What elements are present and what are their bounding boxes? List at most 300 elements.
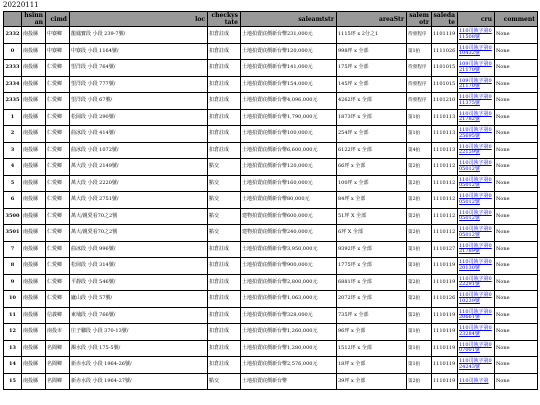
cell-saleamtstr: 土地拍賣底價新台幣80,000元 bbox=[241, 192, 337, 209]
cell-saledate: 1110119 bbox=[432, 324, 458, 341]
col-header-loc: loc bbox=[70, 12, 208, 27]
cell-saledate: 1110126 bbox=[432, 291, 458, 308]
table-row bbox=[4, 43, 538, 60]
cell-saleamtstr: 土地拍賣底價新台幣 bbox=[241, 373, 337, 390]
table-row bbox=[4, 76, 538, 93]
cell-checkystate: 扣倉註成 bbox=[208, 93, 241, 110]
cell-areastr: 1775坪 x 全部 bbox=[337, 258, 407, 275]
cell-hsinnan: 南投縣 bbox=[22, 274, 46, 291]
cell-cru bbox=[458, 373, 495, 390]
cell-cimd: 仁愛鄉 bbox=[46, 192, 70, 209]
table-row bbox=[4, 126, 538, 143]
cell-areastr: 6881坪 x 全部 bbox=[337, 274, 407, 291]
cell-cru bbox=[458, 60, 495, 77]
case-link[interactable]: 110司執字第007001號 bbox=[459, 341, 492, 354]
cell-loc: 龍鳳寶段 小段 239-7號/ bbox=[70, 27, 208, 44]
cell-cimd: 仁愛鄉 bbox=[46, 258, 70, 275]
cell-index: 10 bbox=[4, 291, 22, 308]
cell-saleamtstr: 土地拍賣底價新台幣6,600,000元 bbox=[241, 142, 337, 159]
table-row bbox=[4, 307, 538, 324]
col-header-saleamtstr: saleamtstr bbox=[241, 12, 337, 27]
case-link[interactable]: 110司執字第010432號 bbox=[459, 44, 492, 57]
cell-loc: 廬山段 小段 57號/ bbox=[70, 291, 208, 308]
cell-index: 13 bbox=[4, 340, 22, 357]
cell-saleamtstr: 土地拍賣底價新台幣1,260,000元 bbox=[241, 324, 337, 341]
cell-saleamtstr: 土地拍賣底價新台幣1,063,000元 bbox=[241, 291, 337, 308]
cell-comment: None bbox=[495, 307, 538, 324]
cell-areastr: 1115坪 x 2分之1 bbox=[337, 27, 407, 44]
table-row bbox=[4, 208, 538, 225]
cell-areastr: 2072坪 x 全部 bbox=[337, 291, 407, 308]
cell-saledate: 1110112 bbox=[432, 159, 458, 176]
cell-saledate: 1110112 bbox=[432, 208, 458, 225]
cell-hsinnan: 南投縣 bbox=[22, 109, 46, 126]
table-row bbox=[4, 159, 538, 176]
cell-checkystate: 扣倉註成 bbox=[208, 241, 241, 258]
page-date: 20220111 bbox=[3, 1, 39, 9]
cell-cru bbox=[458, 340, 495, 357]
cell-saleamtstr: 土地拍賣底價新台幣120,000元 bbox=[241, 159, 337, 176]
cell-comment: None bbox=[495, 109, 538, 126]
cell-loc: 望洋段 小段 764號/ bbox=[70, 60, 208, 77]
table-row bbox=[4, 373, 538, 390]
cell-loc: 曲冰段 小段 1072號/ bbox=[70, 142, 208, 159]
cell-hsinnan: 南投縣 bbox=[22, 142, 46, 159]
cell-salemotr: 第2拍 bbox=[407, 274, 432, 291]
cell-comment: None bbox=[495, 43, 538, 60]
cell-loc: 望洋段 小段 777號/ bbox=[70, 76, 208, 93]
case-link[interactable]: 110司執字第005012號 bbox=[459, 226, 492, 238]
cell-index: 2335 bbox=[4, 93, 22, 110]
cell-hsinnan: 南投縣 bbox=[22, 159, 46, 176]
case-link[interactable]: 110司執字第020130號 bbox=[459, 259, 492, 271]
cell-index: 12 bbox=[4, 324, 22, 341]
col-header-checkystate: checkystate bbox=[208, 12, 241, 27]
cell-areastr: 9392坪 x 全部 bbox=[337, 241, 407, 258]
case-link[interactable]: 110司執字第011508號 bbox=[459, 28, 492, 40]
cell-hsinnan: 南投縣 bbox=[22, 175, 46, 192]
cell-checkystate: 點交 bbox=[208, 159, 241, 176]
cell-cru bbox=[458, 43, 495, 60]
cell-cru bbox=[458, 109, 495, 126]
cell-saledate: 1111026 bbox=[432, 43, 458, 60]
cell-saleamtstr: 土地拍賣底價新台幣120,000元 bbox=[241, 43, 337, 60]
cell-salemotr: 第2拍 bbox=[407, 373, 432, 390]
table-row bbox=[4, 225, 538, 242]
cell-checkystate: 扣倉註成 bbox=[208, 324, 241, 341]
cell-areastr: 6122坪 x 全部 bbox=[337, 142, 407, 159]
cell-saleamtstr: 土地拍賣底價新台幣160,000元 bbox=[241, 175, 337, 192]
cell-hsinnan: 南投縣 bbox=[22, 324, 46, 341]
cell-saledate: 1101210 bbox=[432, 93, 458, 110]
cell-comment: None bbox=[495, 60, 538, 77]
case-link[interactable]: 110司執字第011375號 bbox=[459, 94, 492, 106]
cell-index: 0 bbox=[4, 43, 22, 60]
table-row bbox=[4, 324, 538, 341]
cell-saleamtstr: 土地拍賣底價新台幣2,800,000元 bbox=[241, 274, 337, 291]
cell-salemotr: 待發程序 bbox=[407, 76, 432, 93]
cell-salemotr: 待發程序 bbox=[407, 27, 432, 44]
cell-loc: 濁水段 小段 175-5號/ bbox=[70, 340, 208, 357]
cell-saledate: 1110119 bbox=[432, 274, 458, 291]
cell-saleamtstr: 土地拍賣底價新台幣154,000元 bbox=[241, 76, 337, 93]
cell-loc: 庄子腳段 小段 370-13號/ bbox=[70, 324, 208, 341]
cell-salemotr: 第2拍 bbox=[407, 307, 432, 324]
col-header-saledate: saledate bbox=[432, 12, 458, 27]
cell-salemotr: 第3拍 bbox=[407, 258, 432, 275]
cell-index: 9 bbox=[4, 274, 22, 291]
cell-comment: None bbox=[495, 192, 538, 209]
cell-salemotr: 第2拍 bbox=[407, 175, 432, 192]
cell-checkystate: 扣倉註成 bbox=[208, 274, 241, 291]
cell-checkystate: 扣倉註成 bbox=[208, 142, 241, 159]
cell-comment: None bbox=[495, 241, 538, 258]
cell-cru bbox=[458, 93, 495, 110]
cell-salemotr: 第2拍 bbox=[407, 192, 432, 209]
cell-index: 1 bbox=[4, 109, 22, 126]
cell-index: 5 bbox=[4, 175, 22, 192]
cell-comment: None bbox=[495, 126, 538, 143]
cell-loc: 萬大段 小段 2220號/ bbox=[70, 175, 208, 192]
cell-saledate: 1110119 bbox=[432, 258, 458, 275]
table-row bbox=[4, 175, 538, 192]
cell-saledate: 1110112 bbox=[432, 192, 458, 209]
cell-comment: None bbox=[495, 27, 538, 44]
cell-saleamtstr: 土地拍賣底價新台幣4,096,000元 bbox=[241, 93, 337, 110]
cell-index: 2332 bbox=[4, 27, 22, 44]
cell-loc: 萬大段 小段 2149號/ bbox=[70, 159, 208, 176]
cell-checkystate: 扣倉註成 bbox=[208, 258, 241, 275]
cell-cimd: 仁愛鄉 bbox=[46, 241, 70, 258]
cell-saledate: 1101015 bbox=[432, 76, 458, 93]
case-link[interactable]: 110司執字第 bbox=[459, 377, 489, 384]
cell-cimd: 中寮鄉 bbox=[46, 27, 70, 44]
cell-areastr: 175坪 x 全部 bbox=[337, 60, 407, 77]
col-header-areastr: areaStr bbox=[337, 12, 407, 27]
cell-areastr: 4262坪 x 全部 bbox=[337, 93, 407, 110]
cell-areastr: 18坪 x 全部 bbox=[337, 357, 407, 374]
cell-areastr: 51坪 X 全部 bbox=[337, 208, 407, 225]
cell-cimd: 南投市 bbox=[46, 324, 70, 341]
cell-index: 2333 bbox=[4, 60, 22, 77]
case-link[interactable]: 110司執字第020661號 bbox=[459, 308, 492, 321]
cell-cru bbox=[458, 142, 495, 159]
table-row bbox=[4, 357, 538, 374]
cell-salemotr: 第1拍 bbox=[407, 126, 432, 143]
case-link[interactable]: 110司執字第024243號 bbox=[459, 358, 492, 370]
cell-comment: None bbox=[495, 93, 538, 110]
col-header-cru: cru bbox=[458, 12, 495, 27]
cell-cimd: 仁愛鄉 bbox=[46, 93, 70, 110]
cell-areastr: 84坪 x 全部 bbox=[337, 192, 407, 209]
cell-cimd: 仁愛鄉 bbox=[46, 142, 70, 159]
cell-saledate: 1110113 bbox=[432, 126, 458, 143]
cell-index: 6 bbox=[4, 192, 22, 209]
table-row bbox=[4, 60, 538, 77]
cell-salemotr: 第4拍 bbox=[407, 142, 432, 159]
cell-saleamtstr: 建物拍賣底價新台幣600,000元 bbox=[241, 208, 337, 225]
cell-comment: None bbox=[495, 76, 538, 93]
case-link[interactable]: 110司執字第023284號 bbox=[459, 325, 492, 337]
table-row bbox=[4, 340, 538, 357]
table-header-row bbox=[4, 12, 538, 27]
cell-hsinnan: 南投縣 bbox=[22, 208, 46, 225]
cell-index: 2334 bbox=[4, 76, 22, 93]
cell-saleamtstr: 土地拍賣底價新台幣2,576,000元 bbox=[241, 357, 337, 374]
case-link[interactable]: 110司執字第022291號 bbox=[459, 275, 492, 288]
case-link[interactable]: 110司執字第022159號 bbox=[459, 143, 492, 156]
cell-hsinnan: 南投縣 bbox=[22, 192, 46, 209]
cell-salemotr: 第2拍 bbox=[407, 159, 432, 176]
case-link[interactable]: 110司執字第005012號 bbox=[459, 193, 492, 205]
cell-hsinnan: 南投縣 bbox=[22, 93, 46, 110]
cell-saleamtstr: 土地拍賣底價新台幣1,790,000元 bbox=[241, 109, 337, 126]
cell-salemotr: 第1拍 bbox=[407, 43, 432, 60]
cell-salemotr: 第2拍 bbox=[407, 208, 432, 225]
cell-comment: None bbox=[495, 340, 538, 357]
cell-hsinnan: 南投縣 bbox=[22, 126, 46, 143]
cell-comment: None bbox=[495, 225, 538, 242]
table-row bbox=[4, 192, 538, 209]
cell-saleamtstr: 土地拍賣底價新台幣328,000元 bbox=[241, 307, 337, 324]
cell-cimd: 仁愛鄉 bbox=[46, 109, 70, 126]
cell-hsinnan: 南投縣 bbox=[22, 258, 46, 275]
cell-saleamtstr: 土地拍賣底價新台幣231,000元 bbox=[241, 27, 337, 44]
cell-cimd: 仁愛鄉 bbox=[46, 208, 70, 225]
case-link[interactable]: 110司執字第010239號 bbox=[459, 292, 492, 304]
cell-hsinnan: 南投縣 bbox=[22, 225, 46, 242]
case-link[interactable]: 110司執字第005012號 bbox=[459, 209, 492, 222]
cell-index: 11 bbox=[4, 307, 22, 324]
cell-cru bbox=[458, 324, 495, 341]
cell-saledate: 1110119 bbox=[432, 340, 458, 357]
case-link[interactable]: 110司執字第005012號 bbox=[459, 160, 492, 172]
case-link[interactable]: 110司執字第021782號 bbox=[459, 110, 492, 123]
cell-salemotr: 待發程序 bbox=[407, 93, 432, 110]
cell-salemotr: 第1拍 bbox=[407, 340, 432, 357]
cell-cru bbox=[458, 126, 495, 143]
case-link[interactable]: 110司執字第005012號 bbox=[459, 176, 492, 189]
cell-loc: 中寮段 小段 1164號/ bbox=[70, 43, 208, 60]
cell-saleamtstr: 土地拍賣底價新台幣100,000元 bbox=[241, 126, 337, 143]
cell-checkystate: 扣倉註成 bbox=[208, 307, 241, 324]
cell-cimd: 中寮鄉 bbox=[46, 43, 70, 60]
col-header-index bbox=[4, 12, 22, 27]
cell-saledate: 1110127 bbox=[432, 241, 458, 258]
cell-checkystate: 扣倉註成 bbox=[208, 43, 241, 60]
cell-cimd: 信義鄉 bbox=[46, 307, 70, 324]
col-header-hsinnan: hsinnan bbox=[22, 12, 46, 27]
cell-areastr: 998坪 x 全部 bbox=[337, 43, 407, 60]
cell-cimd: 名間鄉 bbox=[46, 357, 70, 374]
cell-hsinnan: 南投縣 bbox=[22, 307, 46, 324]
cell-cru bbox=[458, 175, 495, 192]
cell-loc: 松岡段 小段 314號/ bbox=[70, 258, 208, 275]
cell-saleamtstr: 土地拍賣底價新台幣1,280,000元 bbox=[241, 340, 337, 357]
cell-checkystate: 點交 bbox=[208, 225, 241, 242]
cell-index: 7 bbox=[4, 241, 22, 258]
cell-comment: None bbox=[495, 357, 538, 374]
cell-hsinnan: 南投縣 bbox=[22, 373, 46, 390]
cell-cru bbox=[458, 208, 495, 225]
table-row bbox=[4, 142, 538, 159]
cell-cru bbox=[458, 76, 495, 93]
cell-salemotr: 第2拍 bbox=[407, 291, 432, 308]
cell-loc: 平靜段 小段 546號/ bbox=[70, 274, 208, 291]
cell-checkystate: 點交 bbox=[208, 208, 241, 225]
cell-areastr: 6坪 X 全部 bbox=[337, 225, 407, 242]
cell-areastr: 1873坪 x 全部 bbox=[337, 109, 407, 126]
cell-index: 3 bbox=[4, 142, 22, 159]
cell-checkystate: 扣倉註成 bbox=[208, 109, 241, 126]
cell-comment: None bbox=[495, 324, 538, 341]
cell-comment: None bbox=[495, 208, 538, 225]
cell-saledate: 1110119 bbox=[432, 373, 458, 390]
cell-areastr: 96坪 x 全部 bbox=[337, 324, 407, 341]
cell-index: 3501 bbox=[4, 225, 22, 242]
cell-areastr: 145坪 x 全部 bbox=[337, 76, 407, 93]
cell-saleamtstr: 建物拍賣底價新台幣240,000元 bbox=[241, 225, 337, 242]
cell-hsinnan: 南投縣 bbox=[22, 60, 46, 77]
table-row bbox=[4, 109, 538, 126]
cell-areastr: 100坪 x 全部 bbox=[337, 175, 407, 192]
cell-hsinnan: 南投縣 bbox=[22, 27, 46, 44]
cell-index: 15 bbox=[4, 373, 22, 390]
cell-index: 2 bbox=[4, 126, 22, 143]
table-row bbox=[4, 291, 538, 308]
cell-saleamtstr: 土地拍賣底價新台幣3,950,000元 bbox=[241, 241, 337, 258]
cell-comment: None bbox=[495, 373, 538, 390]
cell-cru bbox=[458, 241, 495, 258]
cell-cimd: 仁愛鄉 bbox=[46, 60, 70, 77]
case-link[interactable]: 109司執字第021170號 bbox=[459, 61, 492, 73]
cell-cimd: 仁愛鄉 bbox=[46, 76, 70, 93]
cell-cru bbox=[458, 258, 495, 275]
table-row bbox=[4, 241, 538, 258]
cell-comment: None bbox=[495, 258, 538, 275]
cell-hsinnan: 南投縣 bbox=[22, 357, 46, 374]
cell-checkystate: 點交 bbox=[208, 175, 241, 192]
cell-loc: 望洋段 小段 67號/ bbox=[70, 93, 208, 110]
cell-cru bbox=[458, 225, 495, 242]
cell-saleamtstr: 土地拍賣底價新台幣141,000元 bbox=[241, 60, 337, 77]
cell-comment: None bbox=[495, 142, 538, 159]
cell-index: 4 bbox=[4, 159, 22, 176]
cell-checkystate: 扣倉註成 bbox=[208, 340, 241, 357]
cell-areastr: 1512坪 x 全部 bbox=[337, 340, 407, 357]
cell-loc: 萬大/親愛看70之2號 bbox=[70, 208, 208, 225]
cell-index: 3500 bbox=[4, 208, 22, 225]
cell-loc: 新赤水段 小段 1964-26號/ bbox=[70, 357, 208, 374]
cell-cimd: 仁愛鄉 bbox=[46, 126, 70, 143]
table-row bbox=[4, 274, 538, 291]
cell-cimd: 仁愛鄉 bbox=[46, 291, 70, 308]
cell-loc: 曲冰段 小段 996號/ bbox=[70, 241, 208, 258]
cell-cimd: 名間鄉 bbox=[46, 340, 70, 357]
cell-cru bbox=[458, 274, 495, 291]
cell-cru bbox=[458, 159, 495, 176]
cell-loc: 曲冰段 小段 414號/ bbox=[70, 126, 208, 143]
cell-loc: 新赤水段 小段 1964-27號/ bbox=[70, 373, 208, 390]
cell-hsinnan: 南投縣 bbox=[22, 291, 46, 308]
cell-cimd: 仁愛鄉 bbox=[46, 175, 70, 192]
cell-comment: None bbox=[495, 291, 538, 308]
cell-comment: None bbox=[495, 175, 538, 192]
cell-hsinnan: 南投縣 bbox=[22, 43, 46, 60]
cell-cru bbox=[458, 357, 495, 374]
cell-cru bbox=[458, 291, 495, 308]
cell-index: 8 bbox=[4, 258, 22, 275]
cell-saledate: 1101015 bbox=[432, 60, 458, 77]
cell-checkystate: 扣倉註成 bbox=[208, 60, 241, 77]
cell-areastr: 735坪 x 全部 bbox=[337, 307, 407, 324]
cell-cru bbox=[458, 307, 495, 324]
cell-checkystate: 扣倉註成 bbox=[208, 27, 241, 44]
cell-saledate: 1110112 bbox=[432, 225, 458, 242]
cell-areastr: 39坪 x 全部 bbox=[337, 373, 407, 390]
case-link[interactable]: 110司執字第021789號 bbox=[459, 242, 492, 255]
cell-index: 14 bbox=[4, 357, 22, 374]
table-row bbox=[4, 27, 538, 44]
cell-hsinnan: 南投縣 bbox=[22, 76, 46, 93]
auction-table bbox=[3, 11, 538, 390]
cell-checkystate: 點交 bbox=[208, 373, 241, 390]
table-row bbox=[4, 93, 538, 110]
cell-salemotr: 第1拍 bbox=[407, 324, 432, 341]
col-header-salemotr: salemotr bbox=[407, 12, 432, 27]
cell-cru bbox=[458, 27, 495, 44]
cell-loc: 東埔段 小段 766號/ bbox=[70, 307, 208, 324]
case-link[interactable]: 109司執字第021170號 bbox=[459, 77, 492, 90]
cell-hsinnan: 南投縣 bbox=[22, 241, 46, 258]
col-header-comment: comment bbox=[495, 12, 538, 27]
cell-areastr: 254坪 x 全部 bbox=[337, 126, 407, 143]
cell-checkystate: 扣倉註成 bbox=[208, 291, 241, 308]
col-header-cimd: cimd bbox=[46, 12, 70, 27]
table-body bbox=[4, 27, 538, 390]
cell-saledate: 1110113 bbox=[432, 109, 458, 126]
cell-cimd: 仁愛鄉 bbox=[46, 225, 70, 242]
cell-saledate: 1110119 bbox=[432, 307, 458, 324]
cell-cimd: 仁愛鄉 bbox=[46, 159, 70, 176]
cell-areastr: 66坪 x 全部 bbox=[337, 159, 407, 176]
cell-loc: 萬大段 小段 2751號/ bbox=[70, 192, 208, 209]
cell-saledate: 1101119 bbox=[432, 27, 458, 44]
cell-salemotr: 第1拍 bbox=[407, 109, 432, 126]
cell-checkystate: 點交 bbox=[208, 192, 241, 209]
cell-loc: 松岡段 小段 290號/ bbox=[70, 109, 208, 126]
cell-loc: 萬大/親愛看70之2號 bbox=[70, 225, 208, 242]
cell-saleamtstr: 土地拍賣底價新台幣900,000元 bbox=[241, 258, 337, 275]
cell-saledate: 1110119 bbox=[432, 357, 458, 374]
cell-saledate: 1110113 bbox=[432, 142, 458, 159]
cell-checkystate: 扣倉註成 bbox=[208, 357, 241, 374]
cell-hsinnan: 南投縣 bbox=[22, 340, 46, 357]
cell-cru bbox=[458, 192, 495, 209]
cell-comment: None bbox=[495, 159, 538, 176]
cell-cimd: 名間鄉 bbox=[46, 373, 70, 390]
cell-salemotr: 第1拍 bbox=[407, 357, 432, 374]
cell-saledate: 1110112 bbox=[432, 175, 458, 192]
cell-checkystate: 扣倉註成 bbox=[208, 126, 241, 143]
cell-checkystate: 扣倉註成 bbox=[208, 76, 241, 93]
cell-salemotr: 第1拍 bbox=[407, 241, 432, 258]
cell-salemotr: 待發程序 bbox=[407, 60, 432, 77]
case-link[interactable]: 110司執字第025695號 bbox=[459, 127, 492, 139]
table-row bbox=[4, 258, 538, 275]
cell-comment: None bbox=[495, 274, 538, 291]
cell-cimd: 仁愛鄉 bbox=[46, 274, 70, 291]
